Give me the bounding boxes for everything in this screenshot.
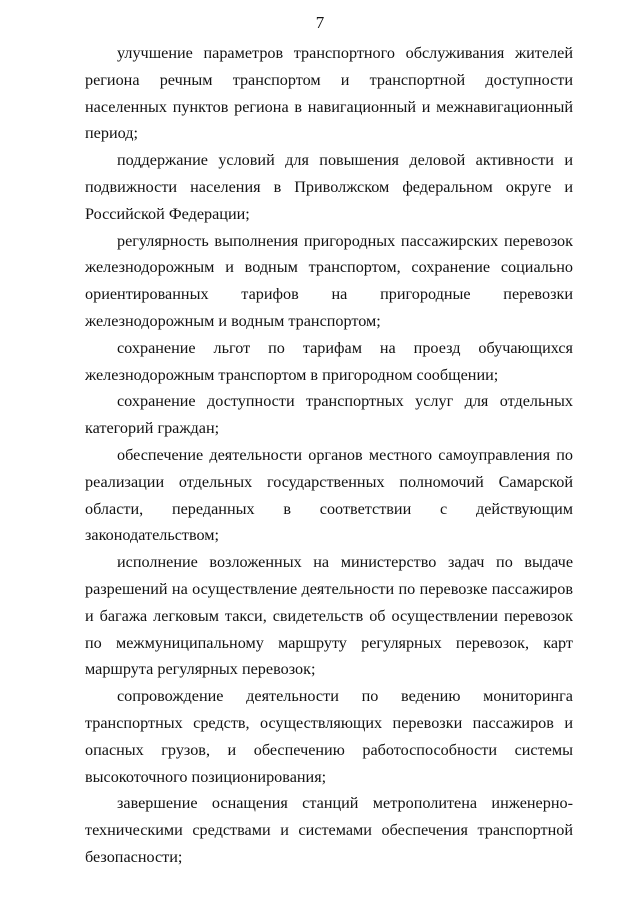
paragraph-vehicle-monitoring: сопровождение деятельности по ведению мониторинга транспортных средств, осуществляющих перевозки пассажиров и опасных грузов, и обеспечению работоспособности системы высокоточного позиционирования; [85, 687, 573, 786]
paragraph-suburban-transport: регулярность выполнения пригородных пассажирских перевозок железнодорожным и водным транспортом, сохранение социально ориентированных тарифов на пригородные перевозки железнодорожным и водным транспортом; [85, 231, 573, 330]
paragraph-metro-security: завершение оснащения станций метрополитена инженерно-техническими средствами и системами обеспечения транспортной безопасности; [85, 794, 573, 866]
page-number: 7 [315, 13, 325, 32]
paragraph-river-transport: улучшение параметров транспортного обслуживания жителей региона речным транспортом и транспортной доступности населенных пунктов региона в навигационный и межнавигационный период; [85, 44, 573, 143]
paragraph-business-activity: поддержание условий для повышения деловой активности и подвижности населения в Приволжском федеральном округе и Российской Федерации; [85, 151, 573, 223]
document-body [85, 40, 573, 871]
paragraph-student-benefits: сохранение льгот по тарифам на проезд обучающихся железнодорожным транспортом в пригородном сообщении; [85, 338, 573, 384]
paragraph-local-government: обеспечение деятельности органов местного самоуправления по реализации отдельных государственных полномочий Самарской области, переданных в соответствии с действующим законодательством; [85, 445, 573, 545]
paragraph-service-accessibility: сохранение доступности транспортных услуг для отдельных категорий граждан; [85, 392, 573, 438]
paragraph-taxi-permits: исполнение возложенных на министерство задач по выдаче разрешений на осуществление деятельности по перевозке пассажиров и багажа легковым такси, свидетельств об осуществлении перевозок по межмуниципальному маршруту регулярных перевозок, карт маршрута регулярных перевозок; [85, 553, 573, 679]
